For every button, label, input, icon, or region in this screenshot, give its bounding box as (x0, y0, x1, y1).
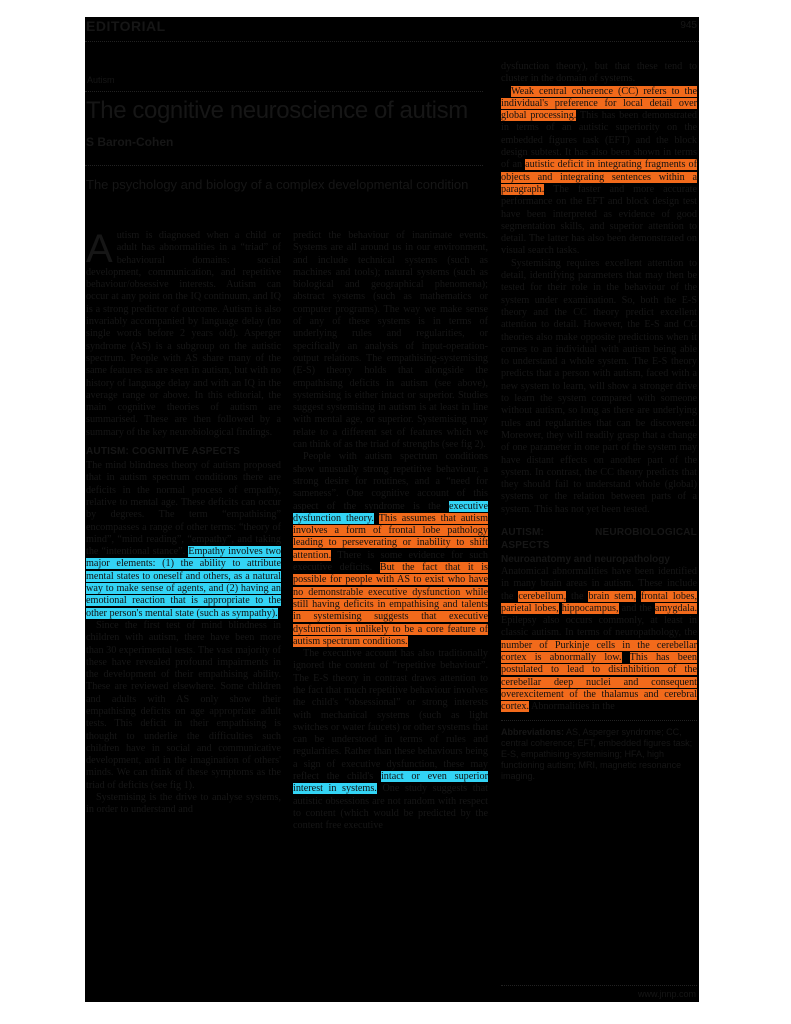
text: The executive account has also traditionally ignored the content of “repetitive behaviour”. The E-S theory in contrast draws attention to the fact that much repetitive behaviour involves the child's “obsessional” or strong interests with mechanical systems (such as light switches or water faucets) or other systems that can be understood in terms of rules and regularities. Rather than these behaviours being a sign of executive dysfunction, these may reflect the child's (293, 648, 488, 783)
highlight: But the fact that it is possible for people with AS to exist who have no demonstrable executive dysfunction while still having deficits in empathising and talents in systemising suggests that executive dysfunction is unlikely to be a core feature of autism spectrum conditions. (293, 562, 488, 647)
article-author: S Baron-Cohen (86, 135, 174, 149)
text: Abnormalities in the (531, 701, 615, 713)
paragraph: dysfunction theory), but that these tend to cluster in the domain of systems. (501, 61, 697, 85)
text: One study suggests that autistic obsessions are not random with respect to content (which would be predicted by the content free executive (293, 783, 488, 832)
text: and the (621, 602, 652, 614)
text: the (571, 590, 584, 602)
highlight: cerebellum, (518, 590, 567, 602)
divider (85, 165, 483, 166)
paragraph (293, 451, 488, 648)
highlight: hippocampus, (561, 602, 619, 614)
divider (501, 720, 697, 721)
divider (85, 91, 483, 92)
highlight: Weak central coherence (CC) refers to the individual's preference for local detail over global processing. (501, 85, 697, 122)
paragraph: predict the behaviour of inanimate events. Systems are all around us in our environment, and include technical systems (such as machines and tools); natural systems (such as biological and geographical phenomena); abstract systems (such as mathematics or computer programs). The way we make sense of any of these systems is in terms of underlying rules and regularities, or specifically an analysis of input-operation-output relations. The empathising-systemising (E-S) theory holds that alongside the empathising deficits in autism (see above), systemising is either intact or superior. Studies suggest systemising in autism is at least in line with mental age, or superior. Systemising may relate to a different set of features which we can think of as the triad of strengths (see fig 2). (293, 230, 488, 451)
text: This has been demonstrated in terms of an autistic superiority on the embedded figures task (EFT) and the block design subtest. It has also been shown in terms of an (501, 110, 697, 171)
section-heading: AUTISM: NEUROBIOLOGICAL ASPECTS (501, 526, 697, 551)
highlight: brain stem, (588, 590, 636, 602)
highlight: executive dysfunction theory. (293, 500, 488, 524)
paragraph: Systemising is the drive to analyse systems, in order to understand and (86, 792, 281, 816)
text: People with autism spectrum conditions show unusually strong repetitive behaviour, a strong desire for routines, and a “need for sameness”. One cognitive account of this aspect of the syndrome is the (293, 451, 488, 512)
section-label: Autism (87, 75, 115, 85)
text: Epilepsy also occurs commonly, at least in classic autism. In terms of neuropathology, the (501, 615, 697, 639)
paragraph (86, 460, 281, 620)
abbreviations (501, 727, 697, 782)
highlight: parietal lobes, (501, 602, 559, 614)
abbreviations-label: Abbreviations: (501, 726, 565, 737)
footer-url: www.jnnp.com (637, 989, 696, 999)
highlight: autistic deficit in integrating fragments of objects and integrating sentences within a paragraph. (501, 159, 697, 195)
text: The faster and more accurate performance on the EFT and block design test have been interpreted as evidence of good segmentation skills, and superior attention to detail. The latter has also been demonstrated on visual search tasks. (501, 183, 697, 257)
paragraph (501, 86, 697, 258)
paragraph (293, 648, 488, 832)
page-number: 945 (680, 20, 697, 31)
dropcap: A (86, 227, 113, 271)
highlight: frontal lobes, (640, 590, 697, 602)
text: The mind blindness theory of autism proposed that in autism spectrum conditions there are deficits in the normal process of empathy, relative to mental age. These deficits can occur by degrees. The term “empathising” encompasses a range of other terms: “theory of mind”, “mind reading”, “empathy”, and taking the “intentional stance”. (86, 460, 281, 558)
divider (85, 41, 699, 42)
abbreviations-text: AS, Asperger syndrome; CC, central coherence; EFT, embedded figures task; E-S, empathising-systemising; HFA, high functioning autism; MRI, magnetic resonance imaging. (501, 726, 693, 781)
divider (501, 985, 697, 986)
column-3 (501, 61, 697, 782)
masthead: EDITORIAL (86, 18, 166, 34)
highlight: number of Purkinje cells in the cerebellar cortex is abnormally low. (501, 639, 697, 664)
intro-text: utism is diagnosed when a child or adult has abnormalities in a “triad” of behavioural domains: social development, communication, and repetitive behaviour/obsessive interests. Autism can occur at any point on the IQ continuum, and IQ is a strong predictor of outcome. Autism is also invariably accompanied by language delay (no single words before 2 years old). Asperger syndrome (AS) is a subgroup on the autistic spectrum. People with AS share many of the same features as are seen in autism, but with no history of language delay and with an IQ in the average range or above. In this editorial, the main cognitive theories of autism are summarised. These are then followed by a summary of the key neurobiological findings. (86, 230, 281, 438)
subheading: Neuroanatomy and neuropathology (501, 553, 670, 565)
text: Anatomical abnormalities have been identified in many brain areas in autism. These include the (501, 565, 697, 602)
paragraph: Systemising requires excellent attention to detail, identifying parameters that may then be tested for their role in the behaviour of the system under examination. So, both the E-S theory and the CC theory predict excellent attention to detail. However, the E-S and CC theories also make opposite predictions when it comes to an individual with autism being able to understand a whole system. The E-S theory predicts that a person with autism, faced with a new system to learn, will show a stronger drive to learn the system compared with someone without autism, so long as there are underlying rules and regularities that can be discovered. Moreover, they will readily grasp that a change of one parameter in one part of the system may have distant effects on another part of the system. In contrast, the CC theory predicts that they should fail to understand whole (global) systems or the relation between parts of a system. This has not yet been tested. (501, 257, 697, 515)
highlight: This assumes that autism involves a form of frontal lobe pathology leading to perseverating or inability to shift attention. (293, 512, 488, 561)
paragraph (501, 566, 697, 714)
highlight: intact or even superior interest in systems. (293, 771, 488, 795)
column-2 (293, 230, 488, 833)
article-subtitle: The psychology and biology of a complex developmental condition (86, 177, 469, 192)
journal-page (85, 17, 699, 1002)
paragraph: Since the first test of mind blindness in children with autism, there have been more than 30 experimental tests. The vast majority of these have revealed profound impairments in the development of their empathising ability. These are reviewed elsewhere. Some children and adults with AS only show their empathising deficits on age appropriate adult tests. This deficit in their empathising is thought to underlie the difficulties such children have in social and communicative development, and in the imagination of others' minds. We can think of these symptoms as the triad of deficits (see fig 1). (86, 619, 281, 791)
section-heading: AUTISM: COGNITIVE ASPECTS (86, 446, 241, 458)
text: There is some evidence for such executive deficits. (293, 549, 488, 574)
column-1 (86, 227, 282, 817)
article-title: The cognitive neuroscience of autism (86, 97, 468, 124)
intro-paragraph (86, 227, 281, 439)
highlight: This has been postulated to lead to disinhibition of the cerebellar deep nuclei and consequent overexcitement of the thalamus and cerebral cortex. (501, 652, 697, 713)
highlight: Empathy involves two major elements: (1) the ability to attribute mental states to oneself and others, as a natural way to make sense of agents, and (2) having an emotional reaction that is appropriate to the other person's mental state (such as sympathy). (86, 546, 282, 619)
highlight: amygdala. (654, 602, 698, 614)
